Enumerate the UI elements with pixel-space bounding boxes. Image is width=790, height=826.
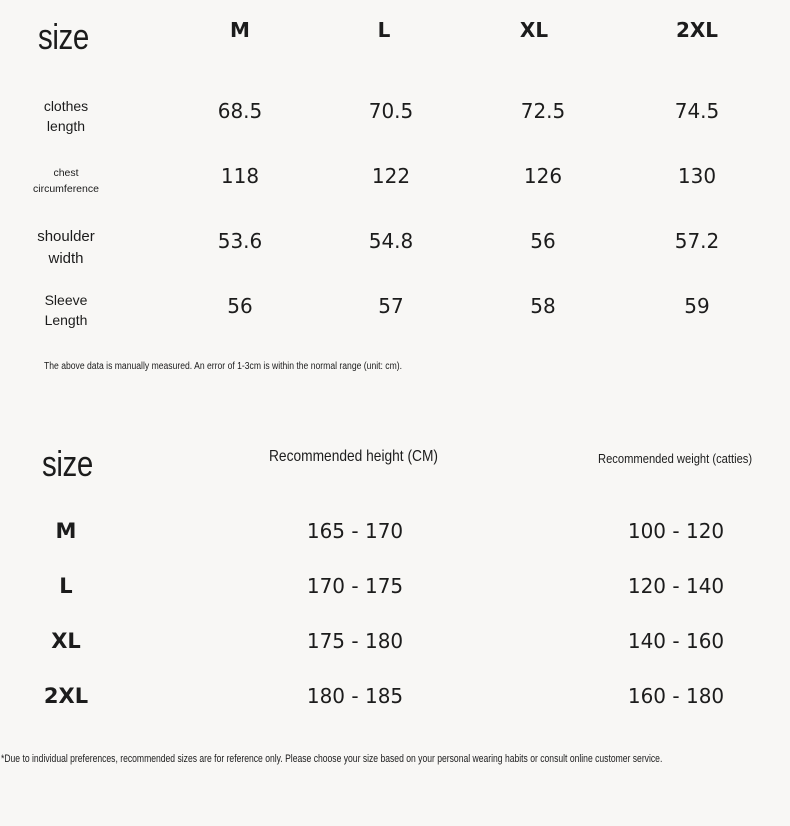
recommended-height-header: Recommended height (CM): [269, 448, 439, 465]
row-label-line2: length: [46, 118, 86, 134]
row-label-sleeve-length: [11, 290, 121, 330]
table-cell: 56: [530, 229, 556, 253]
table-cell: 58: [530, 294, 556, 318]
recommendation-table-title: size: [42, 443, 93, 484]
recommended-height-cell: 165 - 170: [306, 519, 404, 543]
table-cell: 126: [523, 164, 563, 188]
column-header-l: L: [377, 18, 391, 42]
row-label-line1: chest: [53, 167, 79, 179]
row-label-line1: shoulder: [37, 228, 95, 245]
table-cell: 53.6: [217, 229, 263, 253]
table-cell: 72.5: [520, 99, 566, 123]
table-cell: 57.2: [674, 229, 720, 253]
row-label-line1: clothes: [43, 98, 89, 114]
table-cell: 74.5: [674, 99, 720, 123]
recommendation-size-m: M: [55, 519, 77, 543]
row-label-clothes-length: [11, 96, 121, 136]
recommended-height-cell: 170 - 175: [306, 574, 404, 598]
row-label-line2: circumference: [33, 183, 99, 195]
table-cell: 70.5: [368, 99, 414, 123]
column-header-m: M: [230, 18, 250, 42]
row-label-line2: width: [48, 250, 84, 267]
table-cell: 57: [378, 294, 404, 318]
recommended-height-cell: 180 - 185: [306, 684, 404, 708]
size-table-title: size: [38, 16, 89, 57]
recommended-weight-cell: 120 - 140: [627, 574, 725, 598]
column-header-2xl: 2XL: [675, 18, 719, 42]
recommended-weight-header: Recommended weight (catties): [598, 451, 753, 466]
recommended-weight-cell: 100 - 120: [627, 519, 725, 543]
table-cell: 130: [677, 164, 717, 188]
row-label-line2: Length: [44, 312, 88, 328]
column-header-xl: XL: [519, 18, 549, 42]
table-cell: 122: [371, 164, 411, 188]
recommended-height-cell: 175 - 180: [306, 629, 404, 653]
table-cell: 68.5: [217, 99, 263, 123]
row-label-line1: Sleeve: [44, 292, 88, 308]
recommended-weight-cell: 160 - 180: [627, 684, 725, 708]
row-label-chest-circumference: [11, 165, 121, 197]
table-cell: 54.8: [368, 229, 414, 253]
recommended-weight-cell: 140 - 160: [627, 629, 725, 653]
row-label-shoulder-width: [11, 226, 121, 270]
table-cell: 118: [220, 164, 260, 188]
recommendation-size-xl: XL: [51, 629, 81, 653]
measurement-note: The above data is manually measured. An error of 1-3cm is within the normal range (unit: cm).: [44, 361, 403, 372]
recommendation-size-l: L: [59, 574, 73, 598]
recommendation-size-2xl: 2XL: [43, 684, 89, 708]
table-cell: 59: [684, 294, 710, 318]
table-cell: 56: [227, 294, 253, 318]
recommendation-note: *Due to individual preferences, recommended sizes are for reference only. Please choose your size based on your personal wearing habits or consult online customer service.: [1, 753, 663, 765]
